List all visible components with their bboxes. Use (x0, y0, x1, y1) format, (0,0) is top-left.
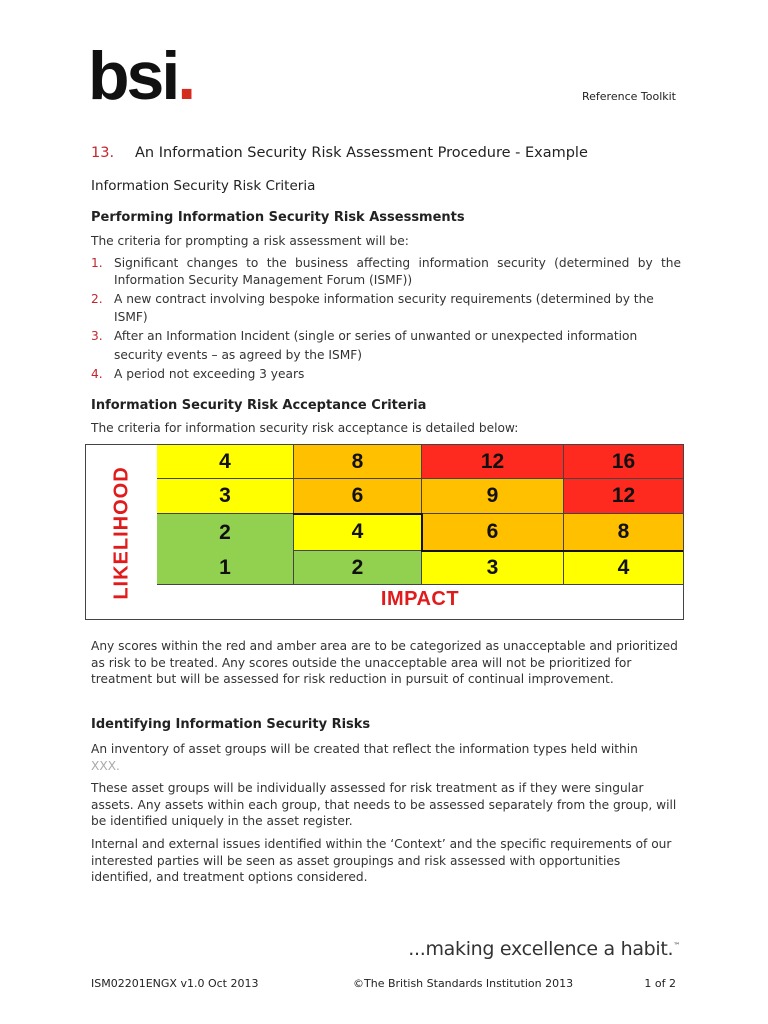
list-number: 3. (91, 329, 103, 343)
performing-heading: Performing Information Security Risk Assessments (91, 210, 465, 225)
matrix-cell: 6 (422, 514, 564, 551)
list-item (91, 255, 681, 289)
section-title: An Information Security Risk Assessment Procedure - Example (135, 145, 588, 161)
section-number: 13. (91, 145, 115, 161)
matrix-cell: 8 (294, 445, 422, 479)
list-text: A new contract involving bespoke information security requirements (determined by the ISMF) (114, 292, 654, 324)
matrix-cell: 1 (157, 551, 294, 585)
identifying-p1 (91, 741, 681, 774)
likelihood-label: LIKELIHOOD (110, 466, 133, 600)
impact-axis (157, 585, 683, 619)
criteria-list (91, 255, 681, 384)
list-item (91, 290, 681, 326)
matrix-cell: 3 (422, 551, 564, 585)
footer-doc-id: ISM02201ENGX v1.0 Oct 2013 (91, 977, 259, 990)
matrix-cell: 8 (564, 514, 683, 551)
list-text: After an Information Incident (single or series of unwanted or unexpected information security events – as agreed by the ISMF) (114, 329, 638, 362)
acceptance-intro: The criteria for information security risk acceptance is detailed below: (91, 421, 519, 435)
threshold-line (421, 513, 423, 552)
logo-dot: . (177, 38, 194, 114)
threshold-line (293, 513, 423, 515)
trademark-mark: ™ (673, 941, 680, 950)
risk-matrix (85, 444, 684, 620)
list-item (91, 327, 681, 365)
matrix-cell: 12 (564, 479, 683, 514)
section-subtitle: Information Security Risk Criteria (91, 178, 316, 194)
acceptance-explanation: Any scores within the red and amber area are to be categorized as unacceptable and prioritized as risk to be treated. Any scores outside the unacceptable area will not be prioritized for treatment but will be assessed for risk reduction in pursuit of continual improvement. (91, 639, 678, 686)
matrix-cell: 2 (294, 551, 422, 585)
matrix-cell: 4 (564, 551, 683, 585)
section-heading (91, 145, 588, 161)
bsi-logo (88, 38, 194, 114)
matrix-cell: 16 (564, 445, 683, 479)
identifying-heading: Identifying Information Security Risks (91, 717, 371, 732)
likelihood-axis (86, 445, 158, 619)
matrix-cell: 4 (157, 445, 294, 479)
list-number: 2. (91, 292, 103, 306)
tagline-text: ...making excellence a habit. (408, 938, 674, 960)
p1-text: An inventory of asset groups will be created that reflect the information types held within (91, 742, 638, 756)
tagline (408, 938, 680, 960)
matrix-cell: 3 (157, 479, 294, 514)
logo-text: bsi (88, 38, 178, 114)
matrix-cell: 2 (157, 514, 294, 551)
identifying-p3: Internal and external issues identified within the ‘Context’ and the specific requirements of our interested parties will be seen as asset groupings and risk assessed with opportunities identified, and treatment options considered. (91, 837, 672, 884)
footer-copyright: ©The British Standards Institution 2013 (353, 977, 574, 990)
list-item (91, 366, 681, 383)
matrix-cell: 4 (294, 514, 422, 551)
list-number: 1. (91, 256, 103, 270)
impact-label: IMPACT (380, 588, 460, 610)
list-text: Significant changes to the business affecting information security (determined by the Information Security Management Forum (ISMF)) (114, 256, 681, 287)
matrix-cell: 9 (422, 479, 564, 514)
org-placeholder: XXX. (91, 758, 120, 773)
performing-intro: The criteria for prompting a risk assessment will be: (91, 234, 409, 248)
matrix-cell: 12 (422, 445, 564, 479)
identifying-p2: These asset groups will be individually assessed for risk treatment as if they were singular assets. Any assets within each group, that needs to be assessed separately from the group, will be identified uniquely in the asset register. (91, 781, 677, 828)
footer-page-number: 1 of 2 (644, 977, 676, 990)
matrix-cell: 6 (294, 479, 422, 514)
reference-toolkit-label: Reference Toolkit (582, 90, 676, 103)
acceptance-heading: Information Security Risk Acceptance Criteria (91, 398, 427, 413)
threshold-line (421, 550, 683, 552)
list-number: 4. (91, 367, 103, 381)
list-text: A period not exceeding 3 years (114, 367, 305, 381)
